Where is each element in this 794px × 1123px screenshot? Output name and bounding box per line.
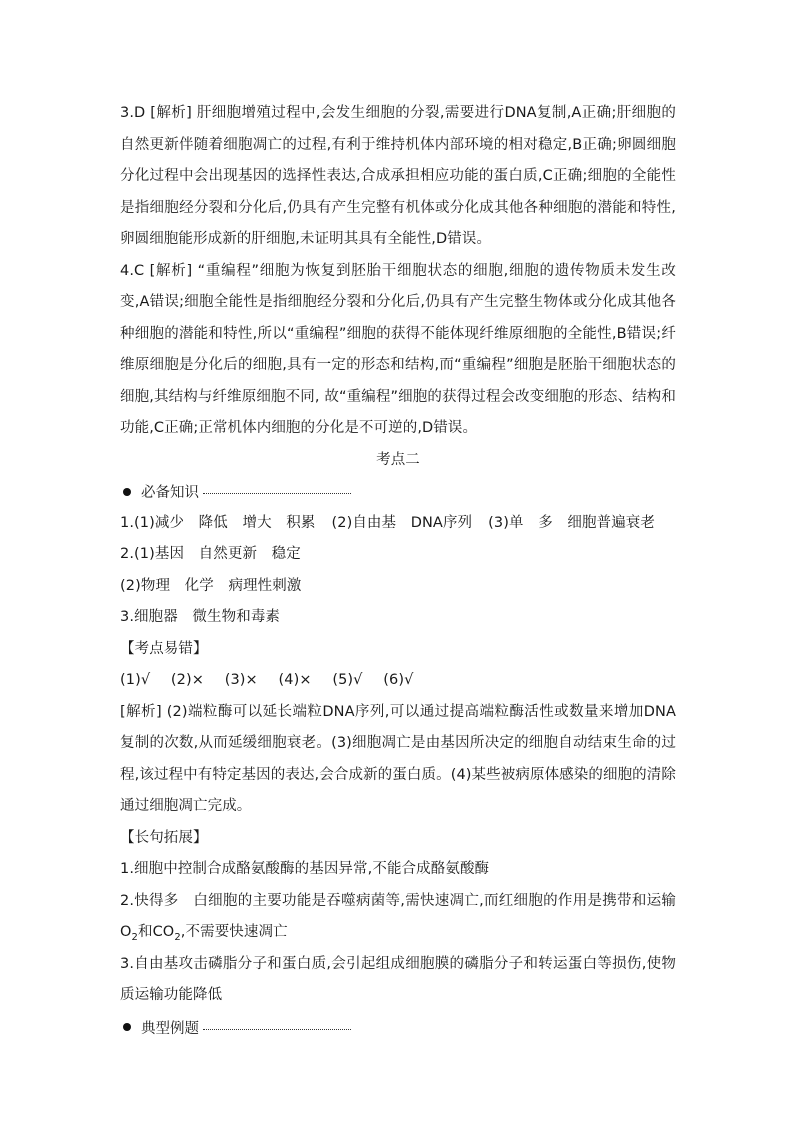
long-sentence-title: 【长句拓展】: [120, 829, 208, 846]
dotted-leader: [203, 493, 351, 494]
answer-3: 3.D [解析] 肝细胞增殖过程中,会发生细胞的分裂,需要进行DNA复制,A正确;肝细胞的自然更新伴随着细胞凋亡的过程,有利于维持机体内部环境的相对稳定,B正确;卵圆细胞分化过程中会出现基因的选择性表达,合成承担相应功能的蛋白质,C正确;细胞的全能性是指细胞经分裂和分化后,仍具有产生完整有机体或分化成其他各种细胞的潜能和特性,卵圆细胞能形成新的肝细胞,未证明其具有全能性,D错误。: [120, 105, 676, 247]
heading-label: 典型例题: [141, 1020, 199, 1037]
l2-subscript-1: 2: [131, 931, 138, 943]
answer-item: (5)√: [332, 672, 363, 688]
document-page: [120, 98, 676, 1043]
l2-text-a: 2.快得多 白细胞的主要功能是吞噬病菌等,需快速凋亡,而红细胞的作用是携带和运输O: [120, 892, 676, 940]
bullet-dot-icon: [123, 1023, 131, 1031]
section-title: 考点二: [376, 451, 420, 468]
long-sentence-3: 3.自由基攻击磷脂分子和蛋白质,会引起组成细胞膜的磷脂分子和转运蛋白等损伤,使物质运输功能降低: [120, 955, 676, 1003]
bullet-dot-icon: [123, 488, 131, 496]
heading-required-knowledge: [120, 476, 676, 508]
long-sentence-1: 1.细胞中控制合成酪氨酸酶的基因异常,不能合成酪氨酸酶: [120, 861, 490, 877]
l2-text-c: ,不需要快速凋亡: [180, 924, 288, 940]
knowledge-line-3: (2)物理 化学 病理性刺激: [120, 577, 302, 594]
knowledge-line-2: 2.(1)基因 自然更新 稳定: [120, 546, 301, 562]
k1-part-a: 1.(1)减少 降低 增大 积累: [120, 514, 316, 531]
dotted-leader: [203, 1029, 351, 1030]
answer-list: [120, 665, 676, 697]
long-sentence-2: [120, 886, 676, 949]
answer-item: (2)×: [170, 672, 204, 688]
answer-item: (3)×: [224, 672, 258, 688]
heading-typical-examples: [120, 1012, 676, 1044]
knowledge-line-4: 3.细胞器 微生物和毒素: [120, 609, 281, 625]
answer-item: (6)√: [383, 672, 414, 688]
answer-item: (4)×: [278, 672, 312, 688]
k1-part-c: (3)单 多 细胞普遍衰老: [488, 514, 655, 531]
answer-4: 4.C [解析] “重编程”细胞为恢复到胚胎干细胞状态的细胞,细胞的遗传物质未发生改变,A错误;细胞全能性是指细胞经分裂和分化后,仍具有产生完整生物体或分化成其他各种细胞的潜能和特性,所以“重编程”细胞的获得不能体现纤维原细胞的全能性,B错误;纤维原细胞是分化后的细胞,具有一定的形态和结构,而“重编程”细胞是胚胎干细胞状态的细胞,其结构与纤维原细胞不同, 故“重编程”细胞的获得过程会改变细胞的形态、结构和功能,C正确;正常机体内细胞的分化是不可逆的,D错误。: [120, 262, 676, 436]
answer-item: (1)√: [120, 672, 151, 688]
l2-subscript-2: 2: [174, 931, 181, 943]
easy-mistakes-title: 【考点易错】: [120, 640, 208, 657]
heading-label: 必备知识: [141, 485, 199, 502]
knowledge-line-1: [120, 508, 676, 540]
explanation: [解析] (2)端粒酶可以延长端粒DNA序列,可以通过提高端粒酶活性或数量来增加DNA复制的次数,从而延缓细胞衰老。(3)细胞凋亡是由基因所决定的细胞自动结束生命的过程,该过程中有特定基因的表达,会合成新的蛋白质。(4)某些被病原体感染的细胞的清除通过细胞凋亡完成。: [120, 703, 676, 814]
k1-part-b: (2)自由基 DNA序列: [331, 514, 473, 531]
l2-text-b: 和CO: [137, 924, 175, 940]
